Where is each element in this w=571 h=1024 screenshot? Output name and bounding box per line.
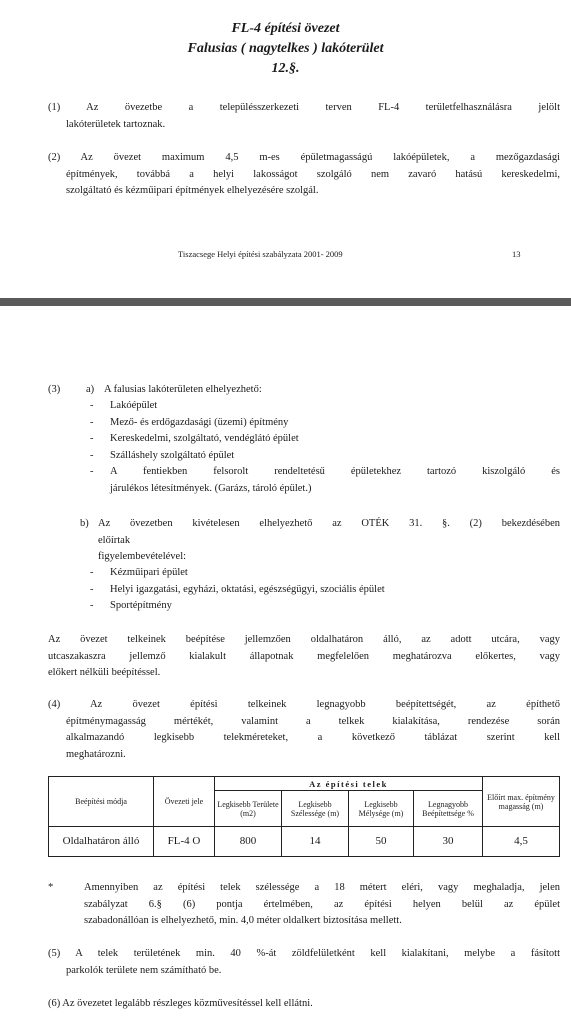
list-item: - Lakóépület bbox=[90, 398, 299, 415]
table-header-mode: Beépítési módja bbox=[49, 777, 154, 827]
item-b-line: figyelembevételével: bbox=[98, 551, 187, 562]
section-number: 12.§. bbox=[271, 61, 300, 76]
list-dash: - bbox=[90, 466, 94, 477]
table-header-depth: Legkisebb Mélysége (m) bbox=[349, 791, 414, 827]
paragraph-5 bbox=[48, 946, 560, 979]
footnote-line: Amennyiben az építési telek szélessége a 18 métert eléri, vagy meghaladja, jelen bbox=[84, 882, 560, 893]
item-b-line: Az övezetben kivételesen elhelyezhető az OTÉK 31. §. (2) bekezdésében bbox=[98, 518, 560, 529]
table-header-zone: Övezeti jele bbox=[154, 777, 215, 827]
page-separator bbox=[0, 298, 571, 306]
item-b-text bbox=[98, 516, 560, 566]
list-item: - Szálláshely szolgáltató épület bbox=[90, 448, 299, 465]
paragraph-1 bbox=[48, 100, 560, 133]
paragraph-4 bbox=[48, 697, 560, 763]
table-header-height: Előírt max. építmény magasság (m) bbox=[483, 777, 560, 827]
note-line: Az övezet telkeinek beépítése jellemzően oldalhatáron álló, az adott utcára, vagy bbox=[48, 634, 560, 645]
table-row bbox=[49, 827, 560, 857]
paragraph-3-number: (3) bbox=[48, 384, 61, 395]
footnote bbox=[84, 880, 560, 930]
note-line: előkert nélküli beépítéssel. bbox=[48, 667, 161, 678]
paragraph-4-line: meghatározni. bbox=[66, 748, 126, 760]
paragraph-6: (6) Az övezetet legalább részleges közművesítéssel kell ellátni. bbox=[48, 998, 313, 1009]
list-item: - Sportépítmény bbox=[90, 598, 385, 615]
footnote-line: szabadonállóan is elhelyezhető, min. 4,0 méter oldalkert biztosítása mellett. bbox=[84, 915, 402, 926]
list-item: - Mező- és erdőgazdasági (üzemi) építmény bbox=[90, 415, 299, 432]
paragraph-4-line: alkalmazandó legkisebb telekméreteket, a következő táblázat szerint kell bbox=[66, 732, 560, 743]
item-a-last bbox=[90, 464, 560, 497]
footnote-mark: * bbox=[48, 882, 54, 893]
table-cell-coverage: 30 bbox=[414, 827, 483, 857]
paragraph-2 bbox=[48, 150, 560, 200]
paragraph-4-line: építménymagasság mértékét, valamint a telkek kialakítása, rendezése során bbox=[66, 715, 560, 727]
table-cell-depth: 50 bbox=[349, 827, 414, 857]
paragraph-5-line: parkolók területe nem számítható be. bbox=[66, 964, 222, 976]
list-item: A fentiekben felsorolt rendeltetésű épületekhez tartozó kiszolgáló és bbox=[110, 466, 560, 477]
zone-subtitle: Falusias ( nagytelkes ) lakóterület bbox=[187, 41, 384, 56]
item-a-label: a) bbox=[86, 384, 95, 395]
item-b-label: b) bbox=[80, 518, 89, 529]
item-a-list bbox=[90, 398, 299, 464]
zone-title: FL-4 építési övezet bbox=[231, 21, 340, 36]
table-header-area: Legkisebb Területe (m2) bbox=[215, 791, 282, 827]
table-header-coverage: Legnagyobb Beépítettsége % bbox=[414, 791, 483, 827]
list-item: - Helyi igazgatási, egyházi, oktatási, egészségügyi, szociális épület bbox=[90, 582, 385, 599]
list-item-continued: járulékos létesítmények. (Garázs, tároló épület.) bbox=[110, 482, 312, 494]
item-a-title: A falusias lakóterületen elhelyezhető: bbox=[104, 384, 262, 395]
page-number: 13 bbox=[512, 249, 521, 259]
list-item: - Kereskedelmi, szolgáltató, vendéglátó épület bbox=[90, 431, 299, 448]
item-b-line: előírtak bbox=[98, 534, 131, 546]
footnote-line: szabályzat 6.§ (6) pontja értelmében, az építési helyen belül az épület bbox=[84, 898, 560, 910]
list-item: - Kézműipari épület bbox=[90, 565, 385, 582]
paragraph-2-line: építmények, továbbá a helyi lakosságot szolgáló nem zavaró hatású kereskedelmi, bbox=[66, 168, 560, 180]
paragraph-1-line: (1) Az övezetbe a településszerkezeti terven FL-4 területfelhasználásra jelölt bbox=[48, 102, 560, 113]
paragraph-5-line: (5) A telek területének min. 40 %-át zöldfelületként kell kialakítani, melybe a fásított bbox=[48, 948, 560, 959]
table-cell-height: 4,5 bbox=[483, 827, 560, 857]
table-group-header: Az építési telek bbox=[215, 777, 483, 791]
table-cell-area: 800 bbox=[215, 827, 282, 857]
page-footer-title: Tiszacsege Helyi építési szabályzata 2001- 2009 bbox=[178, 249, 343, 259]
paragraph-4-line: (4) Az övezet építési telkeinek legnagyobb beépítettségét, az építhető bbox=[48, 699, 560, 710]
table-header-width: Legkisebb Szélessége (m) bbox=[282, 791, 349, 827]
paragraph-2-line: (2) Az övezet maximum 4,5 m-es épületmagasságú lakóépületek, a mezőgazdasági bbox=[48, 152, 560, 163]
paragraph-3-note bbox=[48, 632, 560, 682]
item-b-list bbox=[90, 565, 385, 615]
paragraph-1-line: lakóterületek tartoznak. bbox=[66, 118, 166, 130]
table-cell-zone: FL-4 O bbox=[154, 827, 215, 857]
table-cell-mode: Oldalhatáron álló bbox=[49, 827, 154, 857]
building-plot-table bbox=[48, 776, 560, 857]
paragraph-2-line: szolgáltató és kézműipari építmények elhelyezésére szolgál. bbox=[66, 185, 319, 196]
table-cell-width: 14 bbox=[282, 827, 349, 857]
note-line: utcaszakaszra jellemző kialakult állapotnak megfelelően meghatározva előkertes, vagy bbox=[48, 650, 560, 662]
